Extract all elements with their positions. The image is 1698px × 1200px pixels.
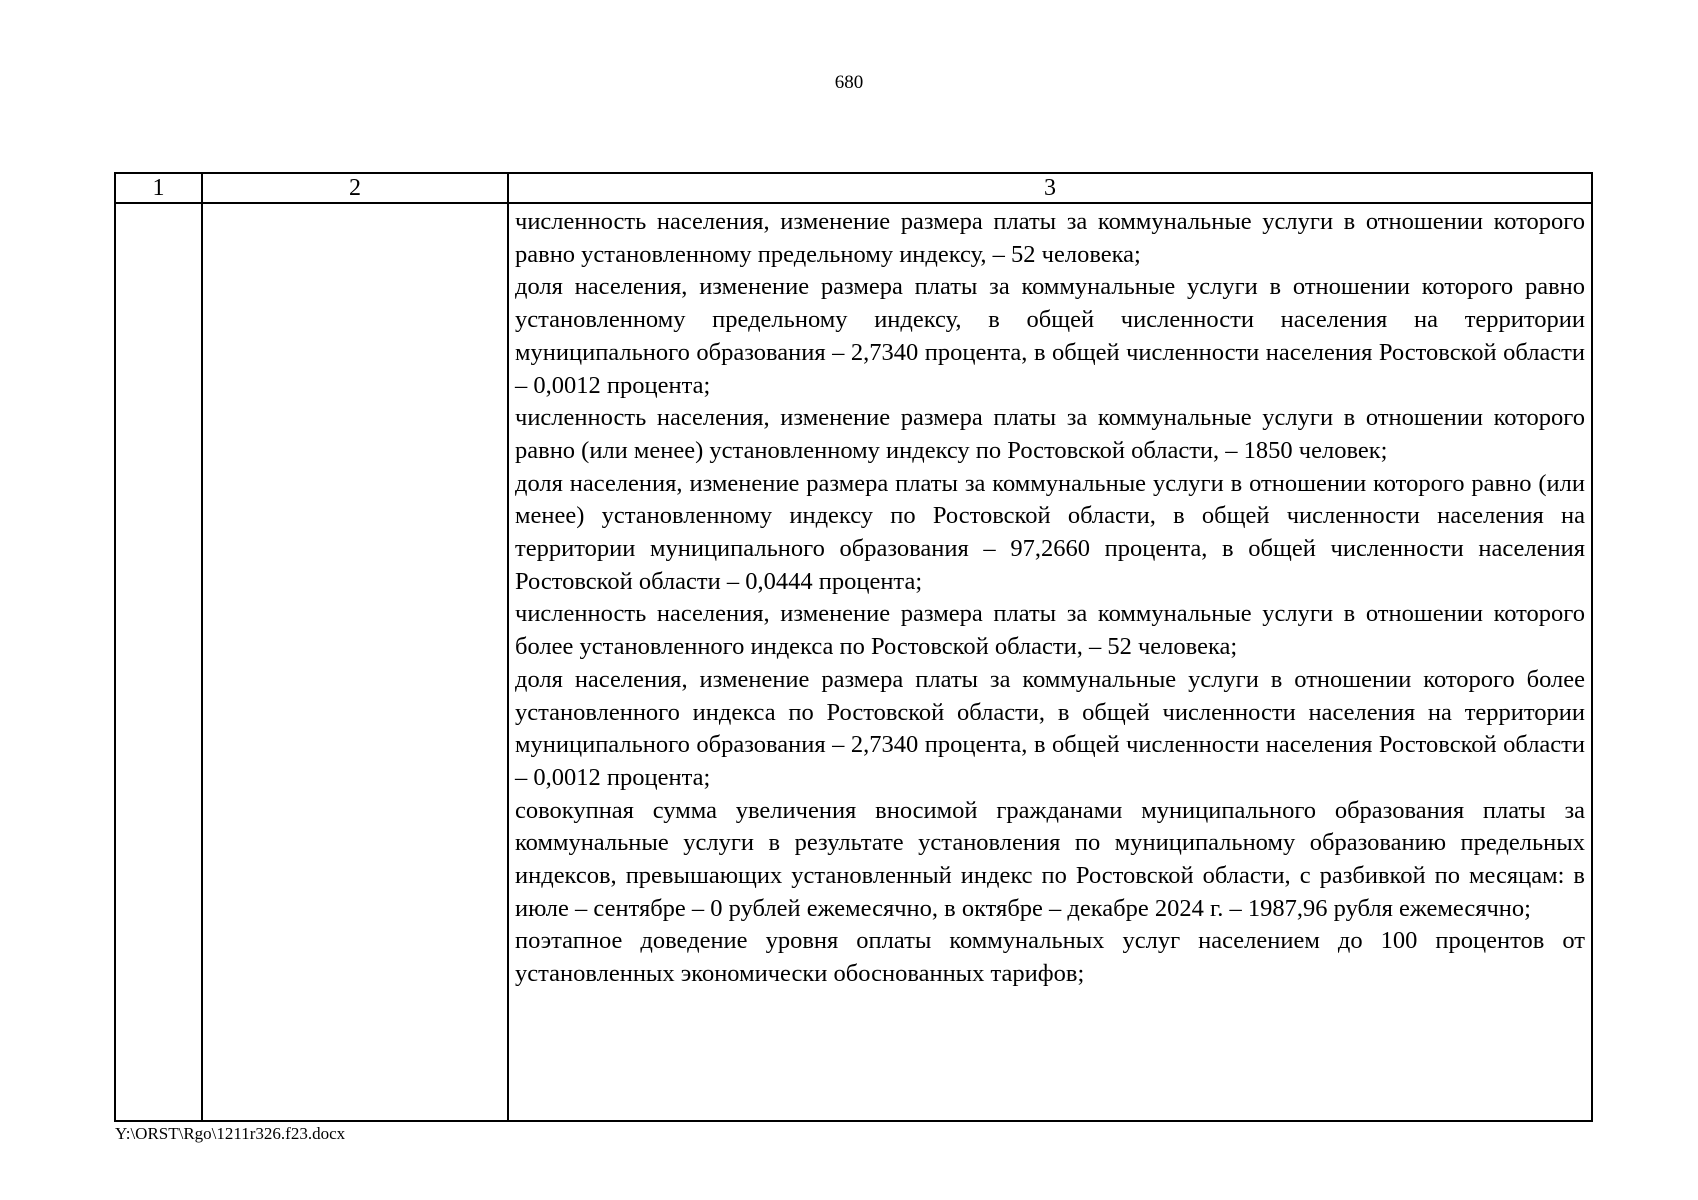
paragraph-total-payment-increase: совокупная сумма увеличения вносимой гражданами муниципального образования платы за коммунальные услуги в результате установления по муниципальному образованию предельных индексов, превышающих установленный индекс по Ростовской области, с разбивкой по месяцам: в июле – сентябре – 0 рублей ежемесячно, в октябре – декабре 2024 г. – 1987,96 рубля ежемесячно;	[515, 796, 1585, 922]
paragraph-share-equal-or-less-regional: доля населения, изменение размера платы за коммунальные услуги в отношении которого равно (или менее) установленному индексу по Ростовской области, в общей численности населения на территории муниципального образования – 97,2660 процента, в общей численности населения Ростовской области – 0,0444 процента;	[515, 469, 1585, 595]
footer-file-path: Y:\ORST\Rgo\1211r326.f23.docx	[115, 1124, 346, 1143]
column-header-1: 1	[115, 173, 202, 203]
paragraph-population-above-regional: численность населения, изменение размера платы за коммунальные услуги в отношении которого более установленного индекса по Ростовской области, – 52 человека;	[515, 600, 1585, 661]
page-number: 680	[834, 72, 864, 93]
cell-text-content	[509, 204, 1591, 991]
paragraph-gradual-payment-level: поэтапное доведение уровня оплаты коммунальных услуг населением до 100 процентов от установленных экономически обоснованных тарифов;	[515, 927, 1585, 988]
table-header-row	[115, 173, 1592, 203]
column-header-3: 3	[508, 173, 1592, 203]
table-row	[115, 203, 1592, 1121]
document-table	[114, 172, 1593, 1122]
paragraph-population-equal-or-less-regional: численность населения, изменение размера платы за коммунальные услуги в отношении которого равно (или менее) установленному индексу по Ростовской области, – 1850 человек;	[515, 404, 1585, 464]
column-header-2: 2	[202, 173, 508, 203]
paragraph-population-equal-limit: численность населения, изменение размера платы за коммунальные услуги в отношении которого равно установленному предельному индексу, – 52 человека;	[515, 208, 1585, 268]
table-cell-col2	[202, 203, 508, 1121]
paragraph-share-above-regional: доля населения, изменение размера платы за коммунальные услуги в отношении которого более установленного индекса по Ростовской области, в общей численности населения на территории муниципального образования – 2,7340 процента, в общей численности населения Ростовской области – 0,0012 процента;	[515, 665, 1585, 791]
table-cell-col1	[115, 203, 202, 1121]
paragraph-share-equal-limit: доля населения, изменение размера платы за коммунальные услуги в отношении которого равно установленному предельному индексу, в общей численности населения на территории муниципального образования – 2,7340 процента, в общей численности населения Ростовской области – 0,0012 процента;	[515, 273, 1585, 399]
table-cell-col3	[508, 203, 1592, 1121]
